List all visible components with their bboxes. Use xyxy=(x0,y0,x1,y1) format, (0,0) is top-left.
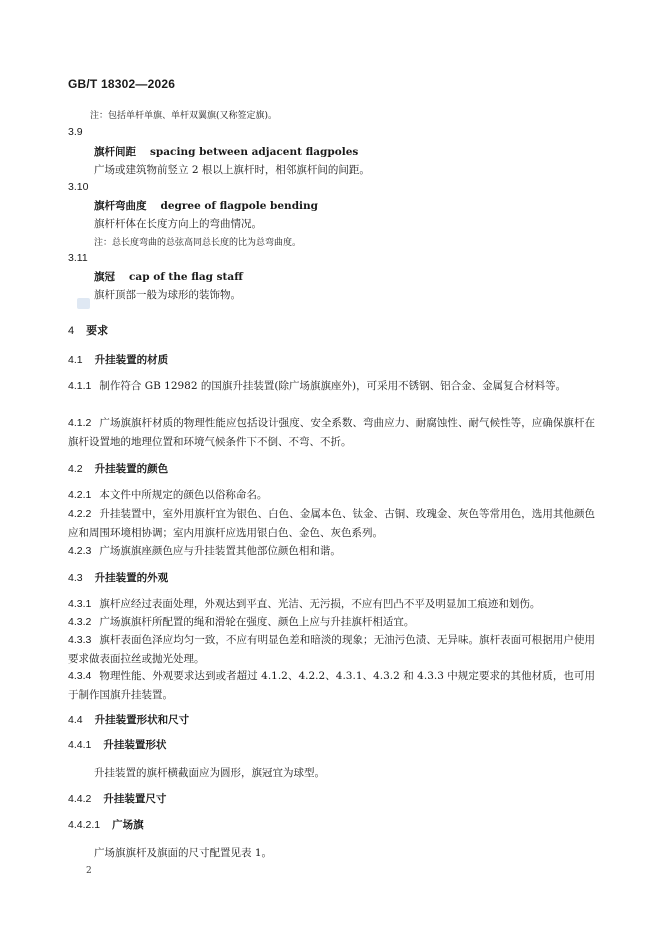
definition-3-9: 广场或建筑物前竖立 2 根以上旗杆时，相邻旗杆间的间距。 xyxy=(94,164,370,176)
paragraph-4-2-1 xyxy=(68,486,595,505)
paragraph-4-3-1 xyxy=(68,595,595,614)
section-4-4-2-1-number: 4.4.2.1 xyxy=(68,819,101,831)
paragraph-4-2-1-text: 本文件中所规定的颜色以俗称命名。 xyxy=(99,489,268,501)
paragraph-4-3-3-text: 旗杆表面色泽应均匀一致，不应有明显色差和暗淡的现象；无油污色渍、无异味。旗杆表面可根据用户使用要求做表面拉丝或抛光处理。 xyxy=(68,634,595,665)
paragraph-4-2-3 xyxy=(68,542,595,561)
standard-header: GB/T 18302—2026 xyxy=(68,77,176,91)
paragraph-4-3-4 xyxy=(68,667,595,705)
term-3-11-zh: 旗冠 xyxy=(94,271,115,283)
section-4-number: 4 xyxy=(68,325,75,337)
section-4-title: 要求 xyxy=(86,324,109,337)
section-4-1-heading xyxy=(68,352,168,367)
definition-3-11: 旗杆顶部一般为球形的装饰物。 xyxy=(94,289,241,301)
paragraph-4-4-1: 升挂装置的旗杆横截面应为圆形，旗冠宜为球型。 xyxy=(94,767,325,779)
section-4-2-number: 4.2 xyxy=(68,463,83,475)
paragraph-4-3-1-text: 旗杆应经过表面处理，外观达到平直、光洁、无污损，不应有凹凸不平及明显加工痕迹和划伤。 xyxy=(99,598,541,610)
paragraph-4-2-2 xyxy=(68,505,595,543)
paragraph-4-2-1-number: 4.2.1 xyxy=(68,489,92,501)
clause-3-11-number: 3.11 xyxy=(68,252,88,264)
section-4-4-title: 升挂装置形状和尺寸 xyxy=(94,714,190,726)
clause-3-9-number: 3.9 xyxy=(68,126,83,138)
section-4-3-number: 4.3 xyxy=(68,572,83,584)
paragraph-4-2-2-text: 升挂装置中，室外用旗杆宜为银色、白色、金属本色、钛金、古铜、玫瑰金、灰色等常用色，选用其他颜色应和周围环境相协调；室内用旗杆应选用银白色、金色、灰色系列。 xyxy=(68,508,595,539)
paragraph-4-4-2-1: 广场旗旗杆及旗面的尺寸配置见表 1。 xyxy=(94,847,273,859)
paragraph-4-3-2 xyxy=(68,613,595,632)
section-4-4-2-1-title: 广场旗 xyxy=(112,819,144,831)
paragraph-4-1-2-text: 广场旗旗杆材质的物理性能应包括设计强度、安全系数、弯曲应力、耐腐蚀性、耐气候性等，应确保旗杆在旗杆设置地的地理位置和环境气候条件下不倒、不弯、不折。 xyxy=(68,417,595,448)
section-4-4-1-heading xyxy=(68,737,166,752)
faint-stamp-mark xyxy=(77,298,90,309)
paragraph-4-3-4-number: 4.3.4 xyxy=(68,670,92,682)
paragraph-4-3-3 xyxy=(68,631,595,669)
section-4-3-title: 升挂装置的外观 xyxy=(94,572,169,584)
term-3-9 xyxy=(94,144,358,159)
paragraph-4-3-2-number: 4.3.2 xyxy=(68,616,92,628)
section-4-4-2-number: 4.4.2 xyxy=(68,793,92,805)
term-3-10 xyxy=(94,198,318,213)
section-4-1-title: 升挂装置的材质 xyxy=(94,354,169,366)
paragraph-4-2-3-text: 广场旗旗座颜色应与升挂装置其他部位颜色相和谐。 xyxy=(99,545,341,557)
paragraph-4-3-3-number: 4.3.3 xyxy=(68,634,92,646)
term-3-11-en: cap of the flag staff xyxy=(129,271,243,283)
paragraph-4-2-2-number: 4.2.2 xyxy=(68,508,92,520)
paragraph-4-1-2 xyxy=(68,414,595,452)
section-4-1-number: 4.1 xyxy=(68,354,83,366)
section-4-4-2-title: 升挂装置尺寸 xyxy=(103,793,167,805)
paragraph-4-1-2-number: 4.1.2 xyxy=(68,417,92,429)
section-4-3-heading xyxy=(68,570,168,585)
page-number: 2 xyxy=(86,866,92,876)
paragraph-4-3-1-number: 4.3.1 xyxy=(68,598,92,610)
paragraph-4-2-3-number: 4.2.3 xyxy=(68,545,92,557)
term-3-10-zh: 旗杆弯曲度 xyxy=(94,200,147,212)
section-4-4-number: 4.4 xyxy=(68,714,83,726)
section-4-2-heading xyxy=(68,461,168,476)
term-3-11 xyxy=(94,269,243,284)
section-4-heading xyxy=(68,322,108,338)
term-3-10-en: degree of flagpole bending xyxy=(160,200,318,212)
clause-3-10-number: 3.10 xyxy=(68,181,89,193)
section-4-4-2-heading xyxy=(68,791,166,806)
term-3-9-en: spacing between adjacent flagpoles xyxy=(150,146,359,158)
section-4-4-2-1-heading xyxy=(68,817,144,832)
note-flag-types: 注：包括单杆单旗、单杆双翼旗(又称签定旗)。 xyxy=(90,111,278,121)
section-4-4-1-title: 升挂装置形状 xyxy=(103,739,167,751)
term-3-9-zh: 旗杆间距 xyxy=(94,146,136,158)
note-3-10: 注：总长度弯曲的总弦高同总长度的比为总弯曲度。 xyxy=(94,238,302,248)
section-4-2-title: 升挂装置的颜色 xyxy=(94,463,169,475)
paragraph-4-3-2-text: 广场旗旗杆所配置的绳和滑轮在强度、颜色上应与升挂旗杆相适宜。 xyxy=(99,616,415,628)
paragraph-4-1-1-text: 制作符合 GB 12982 的国旗升挂装置(除广场旗旗座外)，可采用不锈钢、铝合金、金属复合材料等。 xyxy=(99,380,567,392)
section-4-4-heading xyxy=(68,712,189,727)
section-4-4-1-number: 4.4.1 xyxy=(68,739,92,751)
paragraph-4-3-4-text: 物理性能、外观要求达到或者超过 4.1.2、4.2.2、4.3.1、4.3.2 和 4.3.3 中规定要求的其他材质，也可用于制作国旗升挂装置。 xyxy=(68,670,595,701)
definition-3-10: 旗杆杆体在长度方向上的弯曲情况。 xyxy=(94,218,262,230)
paragraph-4-1-1 xyxy=(68,377,595,396)
paragraph-4-1-1-number: 4.1.1 xyxy=(68,380,92,392)
